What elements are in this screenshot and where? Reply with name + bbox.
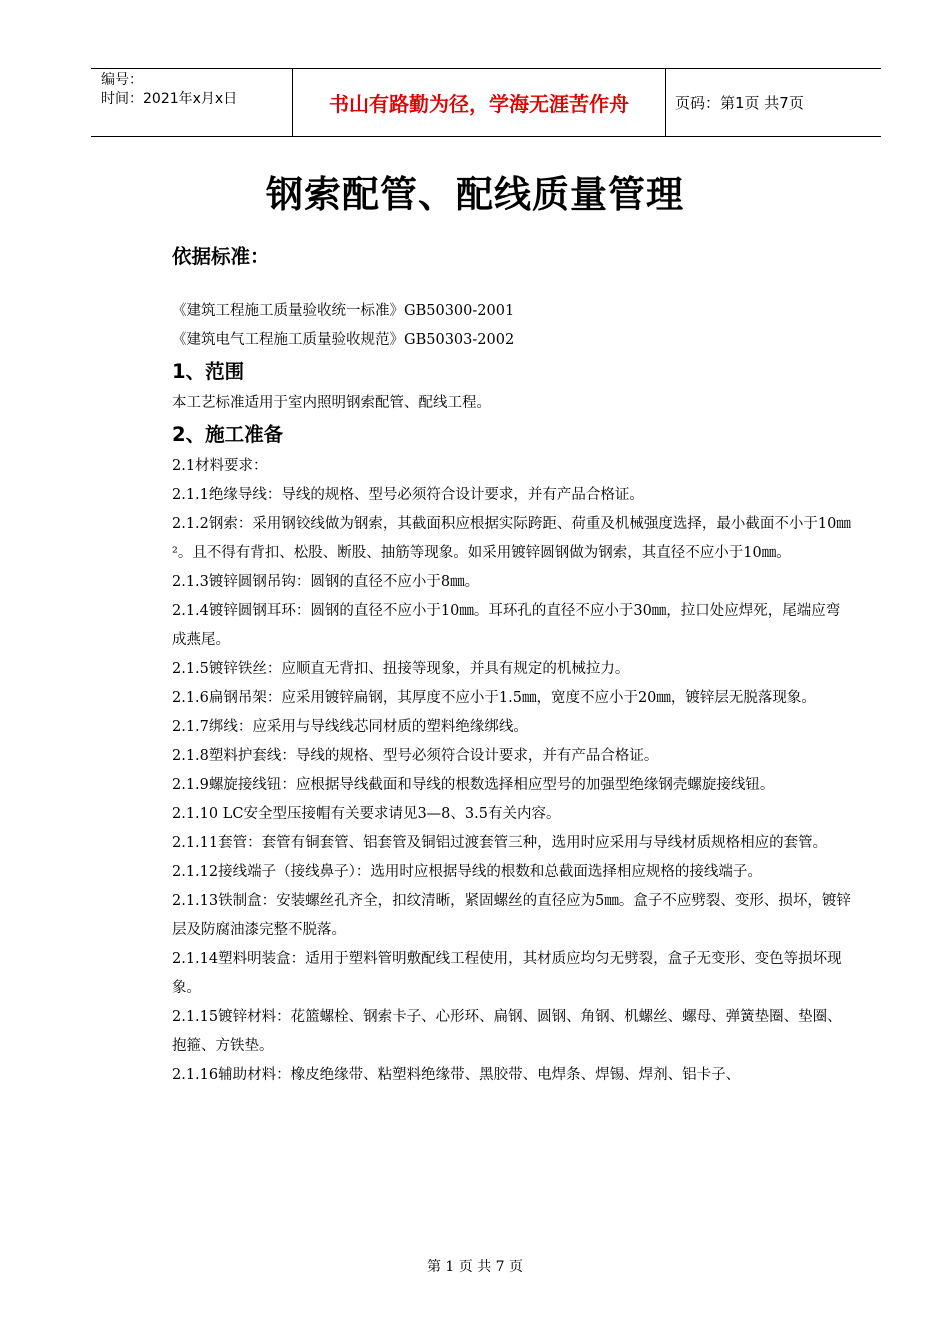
paragraph: 2.1.2钢索：采用钢铰线做为钢索，其截面积应根据实际跨距、荷重及机械强度选择，最小截面不小于10㎜²。且不得有背扣、松股、断股、抽筋等现象。如采用镀锌圆钢做为钢索，其直径不应小于10㎜。 (172, 516, 851, 561)
header-meta (91, 69, 293, 136)
section2-heading: 2、施工准备 (172, 423, 284, 446)
paragraph: 2.1材料要求： (172, 458, 268, 474)
paragraph: 2.1.1绝缘导线：导线的规格、型号必须符合设计要求，并有产品合格证。 (172, 487, 644, 503)
paragraph: 2.1.15镀锌材料：花篮螺栓、钢索卡子、心形环、扁钢、圆钢、角钢、机螺丝、螺母、弹簧垫圈、垫圈、抱箍、方铁垫。 (172, 1009, 842, 1054)
paragraph: 2.1.9螺旋接线钮：应根据导线截面和导线的根数选择相应型号的加强型绝缘钢壳螺旋接线钮。 (172, 777, 775, 793)
basis-item: 《建筑工程施工质量验收统一标准》GB50300-2001 (172, 303, 515, 319)
paragraph: 2.1.16辅助材料：橡皮绝缘带、粘塑料绝缘带、黑胶带、电焊条、焊锡、焊剂、铝卡子、 (172, 1067, 741, 1083)
section1-text: 本工艺标准适用于室内照明钢索配管、配线工程。 (172, 395, 491, 411)
paragraph: 2.1.7绑线：应采用与导线线芯同材质的塑料绝缘绑线。 (172, 719, 528, 735)
header-motto: 书山有路勤为径，学海无涯苦作舟 (293, 69, 666, 136)
basis-item: 《建筑电气工程施工质量验收规范》GB50303-2002 (172, 332, 515, 348)
paragraph: 2.1.5镀锌铁丝：应顺直无背扣、扭接等现象，并具有规定的机械拉力。 (172, 661, 630, 677)
time-label: 时间：2021年x月x日 (101, 91, 238, 107)
document-header (91, 68, 881, 137)
header-page-info: 页码：第1页 共7页 (675, 94, 804, 112)
paragraph: 2.1.14塑料明装盒：适用于塑料管明敷配线工程使用，其材质应均匀无劈裂，盒子无变形、变色等损坏现象。 (172, 951, 842, 996)
paragraph: 2.1.6扁钢吊架：应采用镀锌扁钢，其厚度不应小于1.5㎜，宽度不应小于20㎜，镀锌层无脱落现象。 (172, 690, 816, 706)
page-footer: 第 1 页 共 7 页 (426, 1259, 524, 1275)
paragraph: 2.1.3镀锌圆钢吊钩：圆钢的直径不应小于8㎜。 (172, 574, 480, 590)
basis-heading: 依据标准： (172, 245, 270, 268)
document-title: 钢索配管、配线质量管理 (266, 173, 684, 216)
number-label: 编号： (101, 72, 143, 88)
section1-heading: 1、范围 (172, 360, 245, 383)
paragraph: 2.1.12接线端子（接线鼻子）：选用时应根据导线的根数和总截面选择相应规格的接线端子。 (172, 864, 762, 880)
paragraph: 2.1.11套管：套管有铜套管、铝套管及铜铝过渡套管三种，选用时应采用与导线材质规格相应的套管。 (172, 835, 828, 851)
paragraph: 2.1.4镀锌圆钢耳环：圆钢的直径不应小于10㎜。耳环孔的直径不应小于30㎜，拉口处应焊死，尾端应弯成燕尾。 (172, 603, 841, 648)
paragraph: 2.1.8塑料护套线：导线的规格、型号必须符合设计要求，并有产品合格证。 (172, 748, 659, 764)
paragraph: 2.1.10 LC安全型压接帽有关要求请见3—8、3.5有关内容。 (172, 806, 561, 822)
document-body (172, 240, 852, 1090)
paragraph: 2.1.13铁制盒：安装螺丝孔齐全，扣纹清晰，紧固螺丝的直径应为5㎜。盒子不应劈裂、变形、损坏，镀锌层及防腐油漆完整不脱落。 (172, 893, 851, 938)
